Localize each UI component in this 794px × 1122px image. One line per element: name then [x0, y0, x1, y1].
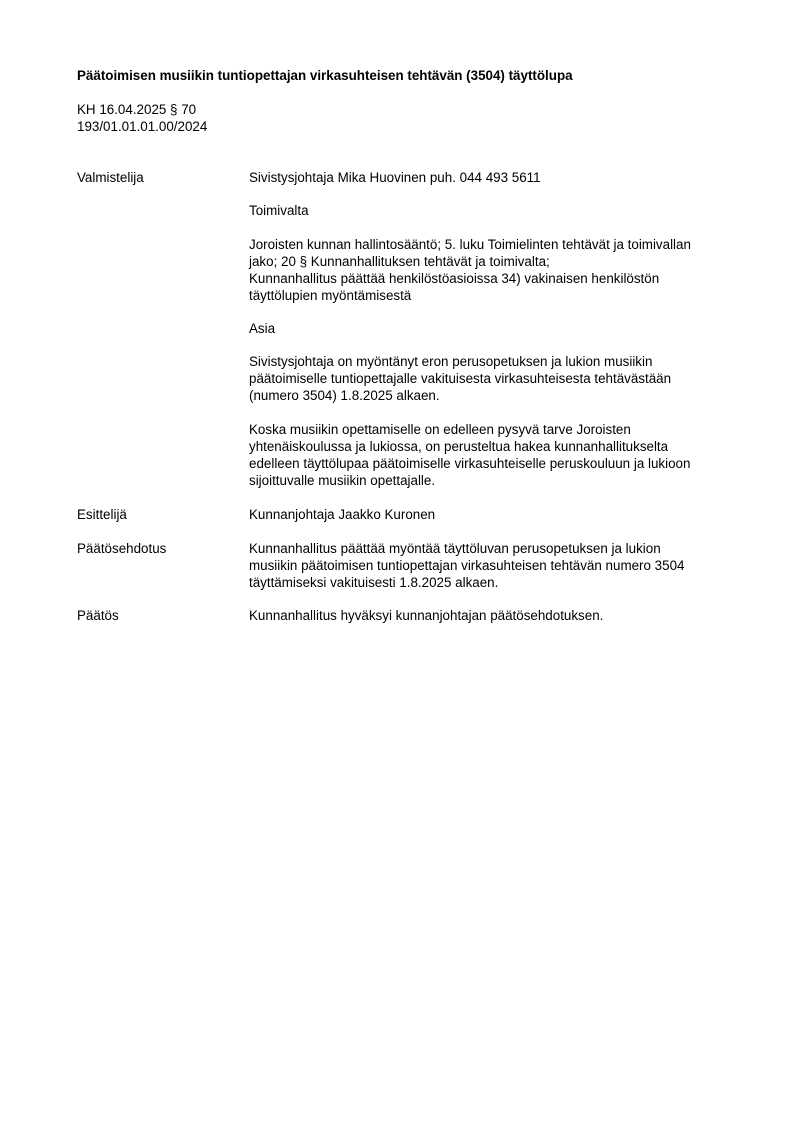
- toimivalta-paragraph: [249, 236, 749, 304]
- toimivalta-heading-text: Toimivalta: [249, 203, 309, 218]
- valmistelija-label: Valmistelija: [77, 170, 144, 185]
- asia-line: yhtenäiskoulussa ja lukiossa, on perusteltua hakea kunnanhallitukselta: [249, 439, 669, 454]
- toimivalta-line: täyttölupien myöntämisestä: [249, 288, 412, 303]
- esittelija-value: Kunnanjohtaja Jaakko Kuronen: [249, 507, 436, 522]
- asia-line: päätoimiselle tuntiopettajalle vakituisesta virkasuhteisesta tehtävästään: [249, 371, 672, 386]
- asia-line: Sivistysjohtaja on myöntänyt eron perusopetuksen ja lukion musiikin: [249, 354, 653, 369]
- valmistelija-text: [249, 169, 749, 186]
- paatos-value: Kunnanhallitus hyväksyi kunnanjohtajan päätösehdotuksen.: [249, 608, 604, 623]
- paatosehdotus-text: [249, 540, 749, 591]
- paatosehdotus-line: musiikin päätoimisen tuntiopettajan virkasuhteisen tehtävän numero 3504: [249, 558, 685, 573]
- paatosehdotus-line: Kunnanhallitus päättää myöntää täyttöluvan perusopetuksen ja lukion: [249, 541, 661, 556]
- paatos-text: [249, 607, 749, 624]
- toimivalta-line: Joroisten kunnan hallintosääntö; 5. luku Toimielinten tehtävät ja toimivallan: [249, 237, 691, 252]
- paatosehdotus-line: täyttämiseksi vakituisesti 1.8.2025 alkaen.: [249, 575, 499, 590]
- esittelija-text: [249, 506, 749, 523]
- asia-line: Koska musiikin opettamiselle on edelleen pysyvä tarve Joroisten: [249, 422, 631, 437]
- document-title: Päätoimisen musiikin tuntiopettajan virkasuhteisen tehtävän (3504) täyttölupa: [77, 68, 573, 83]
- asia-paragraph-2: [249, 421, 749, 489]
- meeting-reference: KH 16.04.2025 § 70: [77, 102, 197, 117]
- paatosehdotus-label: Päätösehdotus: [77, 541, 167, 556]
- asia-heading: [249, 320, 749, 337]
- document-meta: [77, 101, 207, 135]
- toimivalta-line: Kunnanhallitus päättää henkilöstöasioissa 34) vakinaisen henkilöstön: [249, 271, 660, 286]
- asia-line: edelleen täyttölupaa päätoimiselle virkasuhteiselle peruskouluun ja lukioon: [249, 456, 691, 471]
- asia-paragraph-1: [249, 353, 749, 404]
- paatos-label: Päätös: [77, 608, 119, 623]
- case-number: 193/01.01.01.00/2024: [77, 119, 208, 134]
- valmistelija-value: Sivistysjohtaja Mika Huovinen puh. 044 493 5611: [249, 170, 541, 185]
- asia-line: (numero 3504) 1.8.2025 alkaen.: [249, 388, 440, 403]
- toimivalta-line: jako; 20 § Kunnanhallituksen tehtävät ja toimivalta;: [249, 254, 550, 269]
- asia-heading-text: Asia: [249, 321, 276, 336]
- esittelija-label: Esittelijä: [77, 507, 127, 522]
- asia-line: sijoittuvalle musiikin opettajalle.: [249, 473, 436, 488]
- toimivalta-heading: [249, 202, 749, 219]
